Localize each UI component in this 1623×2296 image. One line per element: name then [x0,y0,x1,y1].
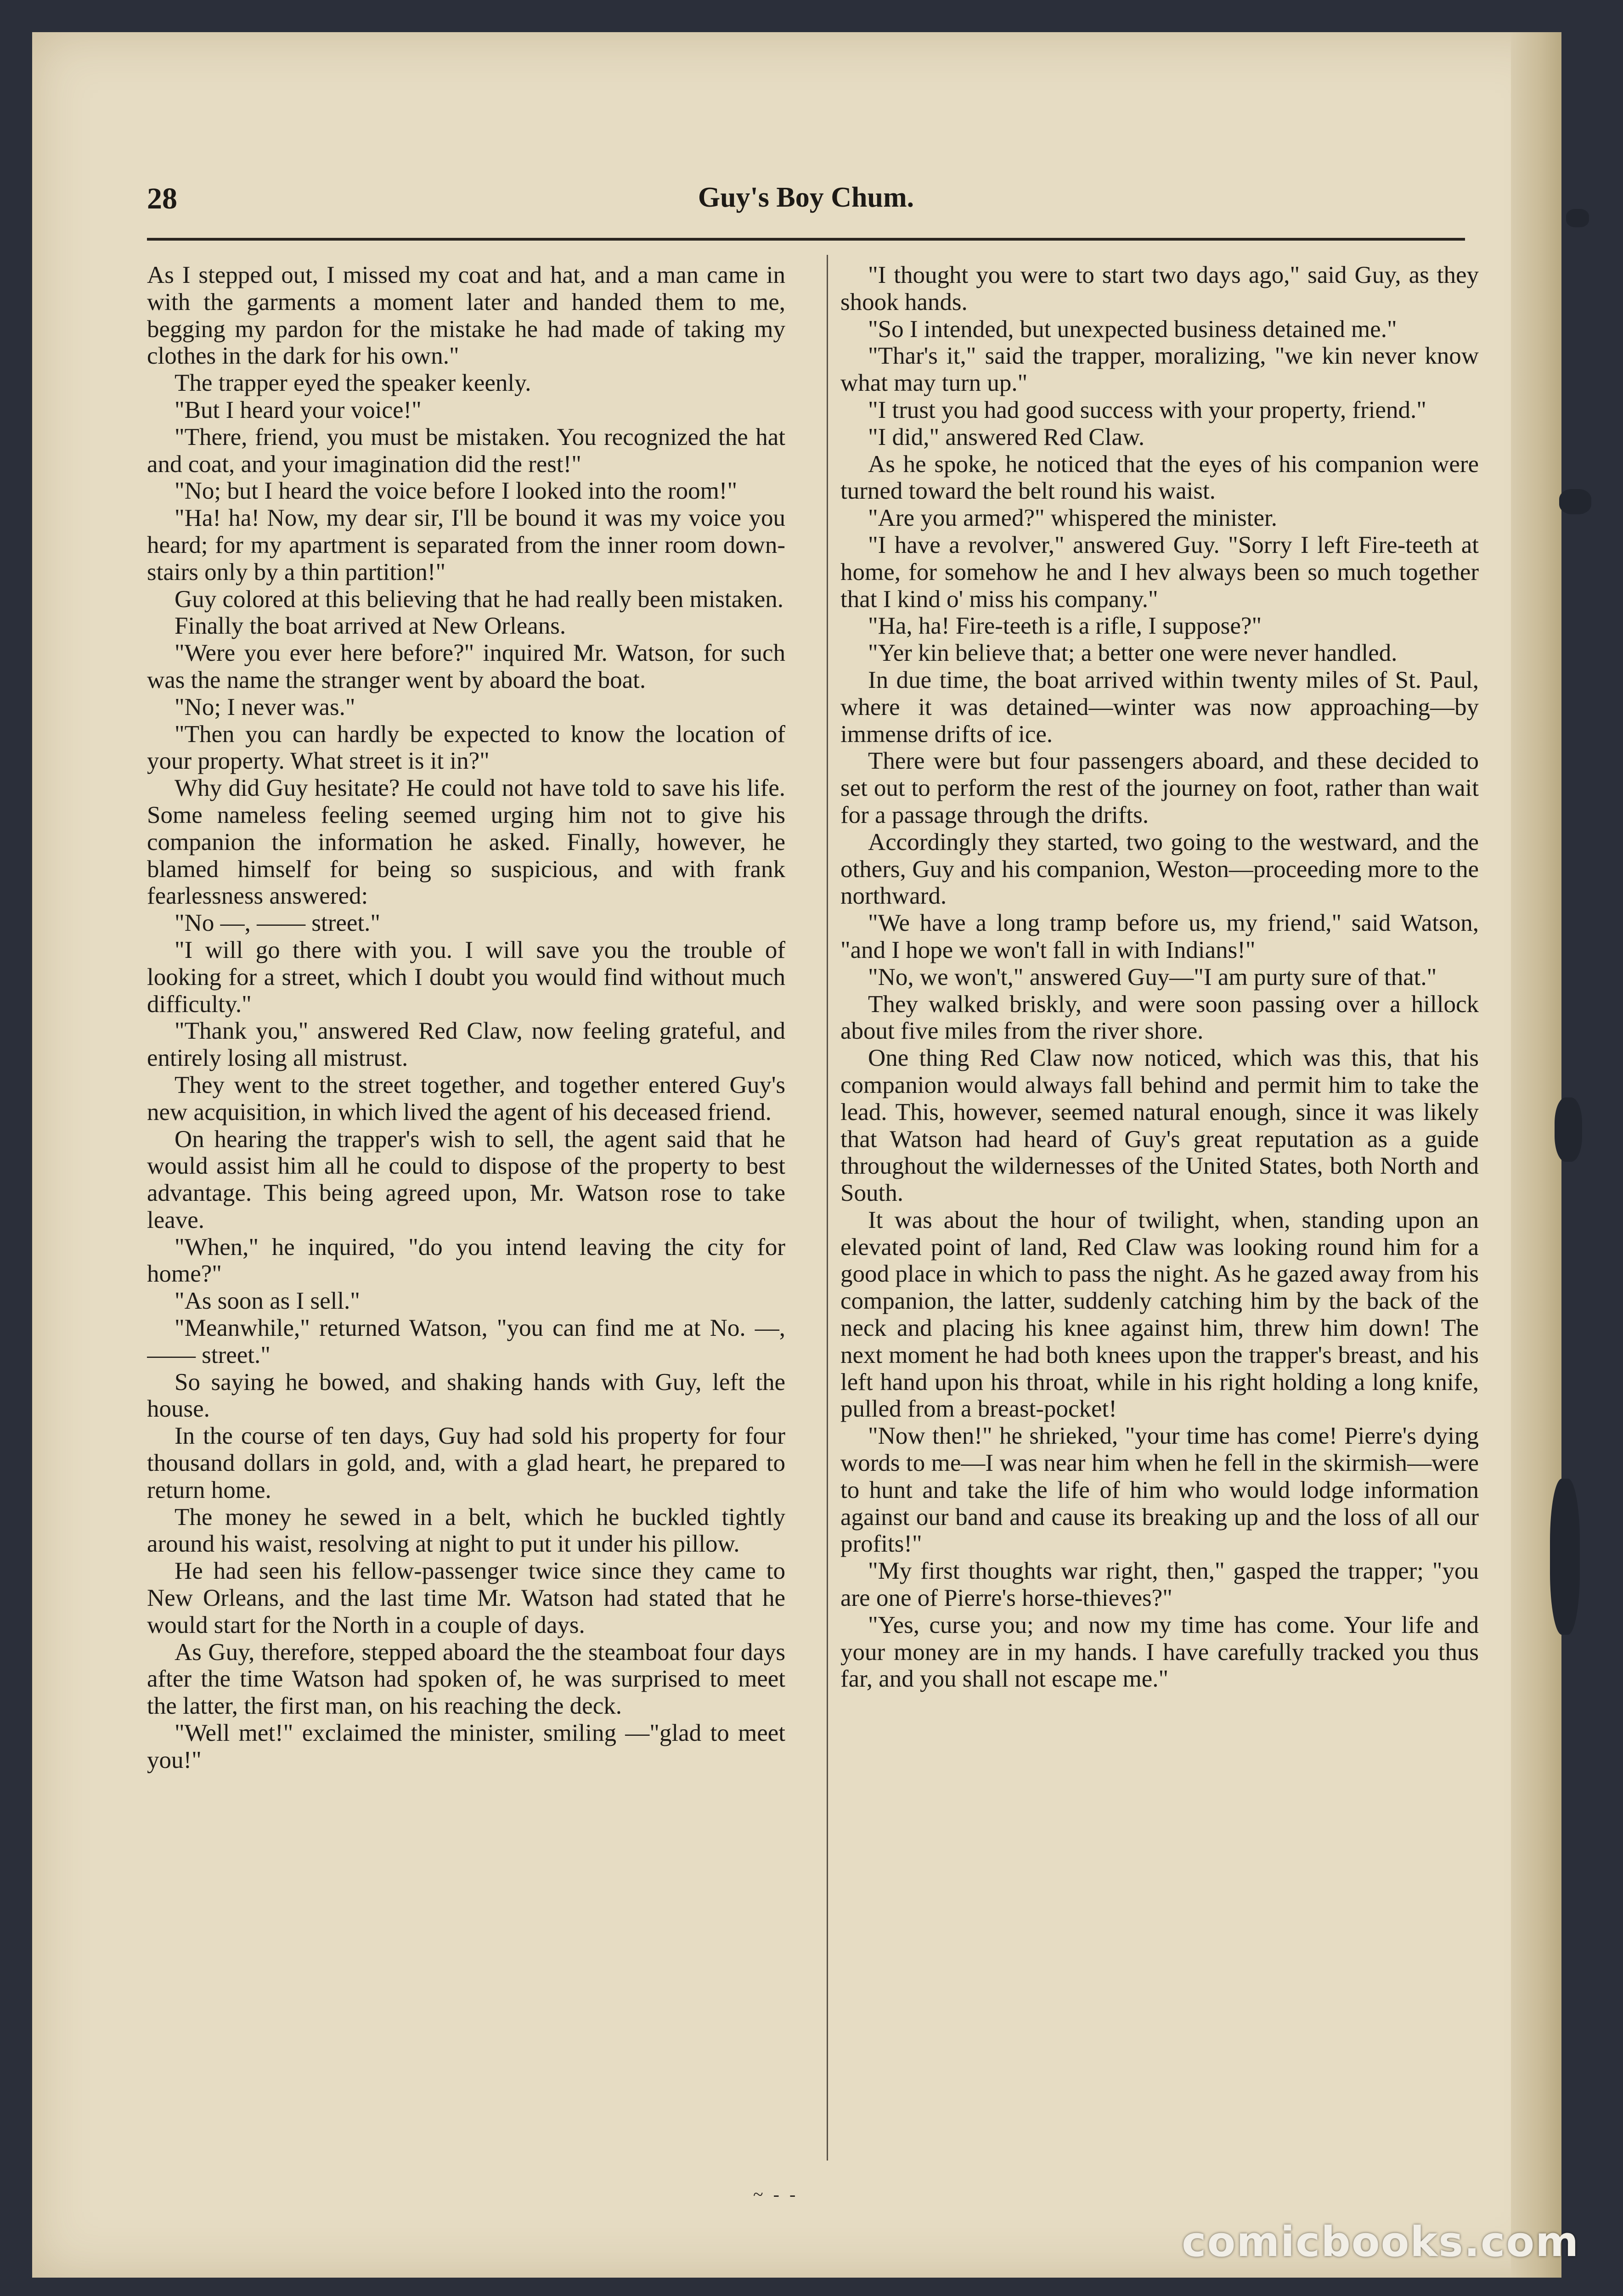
paragraph: "We have a long tramp before us, my friend," said Watson, "and I hope we won't fall in with Indians!" [840,910,1479,963]
printer-ornament: ~ - - [753,2184,799,2205]
paragraph: Accordingly they started, two going to the westward, and the others, Guy and his companion, Weston—proceeding more to the northward. [840,828,1479,910]
paragraph: "My first thoughts war right, then," gasped the trapper; "you are one of Pierre's horse-thieves?" [840,1558,1479,1612]
paragraph: As he spoke, he noticed that the eyes of his companion were turned toward the belt round his waist. [840,450,1479,505]
paragraph: They went to the street together, and together entered Guy's new acquisition, in which lived the agent of his deceased friend. [147,1071,785,1125]
paragraph: "As soon as I sell." [175,1288,360,1315]
paragraph: "Were you ever here before?" inquired Mr. Watson, for such was the name the stranger went by aboard the boat. [147,640,785,693]
paragraph: "Thar's it," said the trapper, moralizing, "we kin never know what may turn up." [840,343,1479,397]
paragraph: "There, friend, you must be mistaken. You recognized the hat and coat, and your imagination did the rest!" [147,423,785,478]
paragraph: "Ha! ha! Now, my dear sir, I'll be bound it was my voice you heard; for my apartment is separated from the inner room down-stairs only by a thin partition!" [147,505,785,585]
paragraph: As Guy, therefore, stepped aboard the the steamboat four days after the time Watson had spoken of, he was surprised to meet the latter, the first man, on his reaching the deck. [147,1638,785,1720]
paragraph: "Then you can hardly be expected to know the location of your property. What street is it in?" [147,720,785,775]
paragraph: Why did Guy hesitate? He could not have told to save his life. Some nameless feeling seemed urging him not to give his companion the information he asked. Finally, however, he blamed himself for being so suspicious, and with frank fearlessness answered: [147,775,785,910]
left-column [147,262,785,2167]
page-spine [1511,32,1561,2278]
running-title: Guy's Boy Chum. [698,182,914,213]
paragraph: "No; but I heard the voice before I looked into the room!" [175,478,738,505]
paragraph: Guy colored at this believing that he had really been mistaken. [175,585,784,613]
page-number: 28 [147,182,177,215]
paragraph: "Well met!" exclaimed the minister, smiling —"glad to meet you!" [147,1720,785,1773]
paragraph: "I have a revolver," answered Guy. "Sorry I left Fire-teeth at home, for somehow he and I hev always been so much together that I kind o' miss his company." [840,531,1479,613]
right-column [840,262,1479,2167]
paragraph: "Ha, ha! Fire-teeth is a rifle, I suppose?" [868,613,1262,640]
paragraph: "Meanwhile," returned Watson, "you can find me at No. —, —— street." [147,1315,785,1368]
paragraph: In the course of ten days, Guy had sold his property for four thousand dollars in gold, and, with a glad heart, he prepared to return home. [147,1423,785,1503]
paragraph: On hearing the trapper's wish to sell, the agent said that he would assist him all he could to dispose of the property to best advantage. This being agreed upon, Mr. Watson rose to take leave. [147,1125,785,1233]
paragraph: "No —, —— street." [175,910,381,937]
paragraph: Finally the boat arrived at New Orleans. [175,613,566,640]
paragraph: As I stepped out, I missed my coat and hat, and a man came in with the garments a moment later and handed them to me, begging my pardon for the mistake he had made of taking my clothes in the dark for his own." [147,262,785,370]
page-damage-lower [1550,1479,1580,1635]
paragraph: In due time, the boat arrived within twenty miles of St. Paul, where it was detained—winter was now approaching—by immense drifts of ice. [840,666,1479,748]
header-rule [147,238,1465,241]
paragraph: "Thank you," answered Red Claw, now feeling grateful, and entirely losing all mistrust. [147,1018,785,1072]
paragraph: He had seen his fellow-passenger twice since they came to New Orleans, and the last time Mr. Watson had stated that he would start for the North in a couple of days. [147,1558,785,1638]
paragraph: "I trust you had good success with your property, friend." [868,396,1426,423]
paragraph: The money he sewed in a belt, which he buckled tightly around his waist, resolving at night to put it under his pillow. [147,1503,785,1558]
paragraph: "No, we won't," answered Guy—"I am purty sure of that." [868,963,1437,990]
site-watermark: comicbooks.com [1182,2218,1579,2266]
paragraph: "Yes, curse you; and now my time has come. Your life and your money are in my hands. I have carefully tracked you thus far, and you shall not escape me." [840,1611,1479,1693]
paragraph: "I did," answered Red Claw. [868,423,1145,450]
paragraph: "I will go there with you. I will save you the trouble of looking for a street, which I doubt you would find without much difficulty." [147,936,785,1018]
paragraph: "No; I never was." [175,693,355,720]
paragraph: The trapper eyed the speaker keenly. [175,370,531,397]
paragraph: There were but four passengers aboard, and these decided to set out to perform the rest of the journey on foot, rather than wait for a passage through the drifts. [840,748,1479,828]
paragraph: "I thought you were to start two days ago," said Guy, as they shook hands. [840,262,1479,315]
paragraph: "Now then!" he shrieked, "your time has come! Pierre's dying words to me—I was near him when he fell in the skirmish—were to hunt and take the life of him who would lodge information against our band and cause its breaking up and the loss of all our profits!" [840,1423,1479,1558]
paragraph: So saying he bowed, and shaking hands with Guy, left the house. [147,1368,785,1423]
column-divider [827,255,828,2161]
paragraph: "Yer kin believe that; a better one were never handled. [868,640,1398,667]
paragraph: "So I intended, but unexpected business detained me." [868,315,1397,343]
page-damage-upper [1559,489,1591,514]
page-header [147,181,1465,223]
page-damage-top [1566,209,1589,227]
paragraph: "When," he inquired, "do you intend leaving the city for home?" [147,1233,785,1288]
paragraph: It was about the hour of twilight, when, standing upon an elevated point of land, Red Claw was looking round him for a good place in which to pass the night. As he gazed away from his companion, the latter, suddenly catching him by the back of the neck and placing his knee against him, threw him down! The next moment he had both knees upon the trapper's breast, and his left hand upon his throat, while in his right holding a long knife, pulled from a breast-pocket! [840,1206,1479,1423]
paragraph: One thing Red Claw now noticed, which was this, that his companion would always fall behind and permit him to take the lead. This, however, seemed natural enough, since it was likely that Watson had heard of Guy's great reputation as a guide throughout the wildernesses of the United States, both North and South. [840,1045,1479,1207]
page-damage-middle [1555,1097,1582,1162]
paragraph: "But I heard your voice!" [175,396,422,423]
paragraph: "Are you armed?" whispered the minister. [868,505,1278,532]
paragraph: They walked briskly, and were soon passing over a hillock about five miles from the river shore. [840,990,1479,1045]
